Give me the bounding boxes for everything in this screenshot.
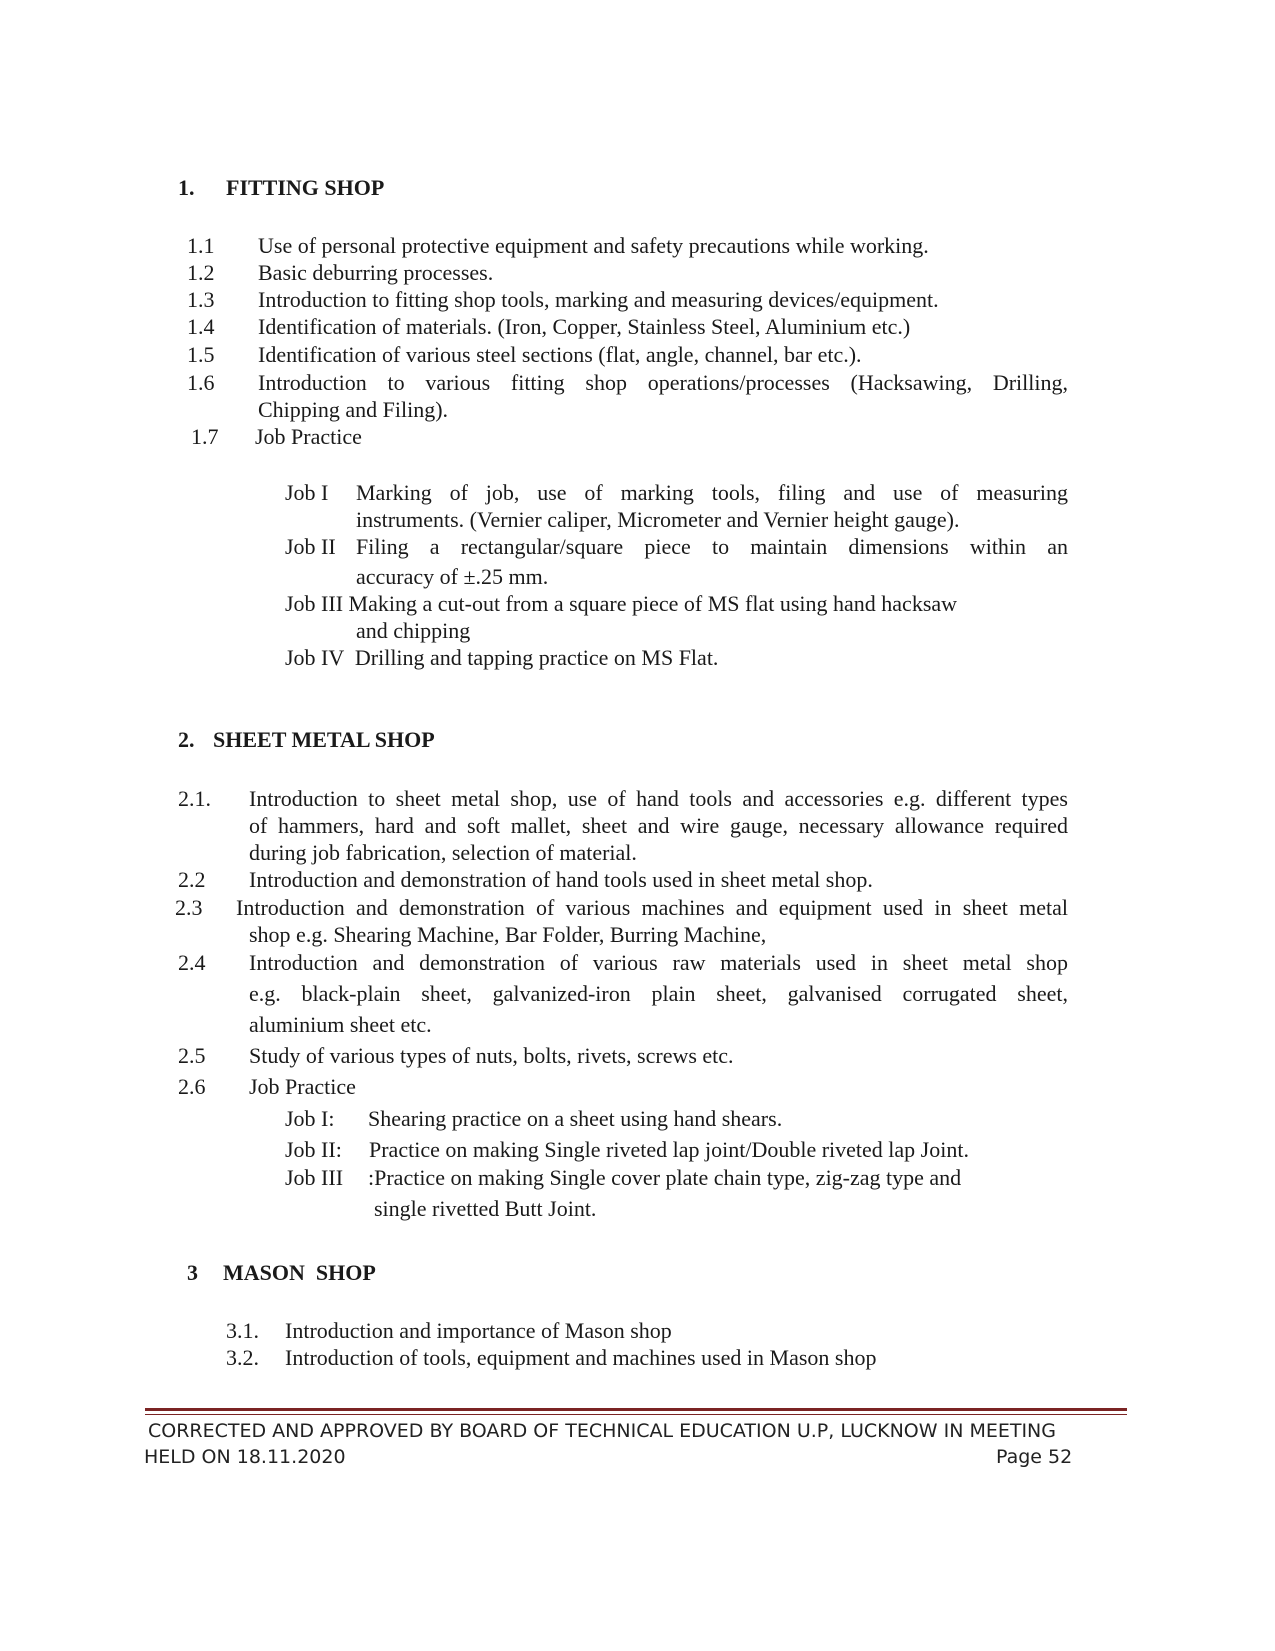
item-1-6-text-line2: Chipping and Filing). [258,397,449,422]
item-1-3-text: Introduction to fitting shop tools, marking and measuring devices/equipment. [258,287,939,312]
sheet-job-3-label: Job III [285,1165,344,1190]
item-1-2-text: Basic deburring processes. [258,260,494,285]
item-1-7-number: 1.7 [191,424,219,449]
item-2-4-text-line1: Introduction and demonstration of various raw materials used in sheet metal shop [249,950,1068,975]
section-3-number: 3 [187,1260,198,1285]
job-2-text-line2: accuracy of ±.25 mm. [356,564,549,589]
item-2-5-text: Study of various types of nuts, bolts, rivets, screws etc. [249,1043,734,1068]
item-3-1-number: 3.1. [226,1318,259,1343]
item-1-3-number: 1.3 [187,287,215,312]
item-1-1-number: 1.1 [187,233,215,258]
sheet-job-2-label: Job II: [285,1137,342,1162]
job-1-text-line1: Marking of job, use of marking tools, filing and use of measuring [356,480,1068,505]
item-2-3-text-line2: shop e.g. Shearing Machine, Bar Folder, Burring Machine, [249,922,767,947]
item-3-2-text: Introduction of tools, equipment and machines used in Mason shop [285,1345,877,1370]
section-2-number: 2. [178,727,195,752]
item-1-5-number: 1.5 [187,342,215,367]
section-1-heading: FITTING SHOP [226,175,385,200]
item-1-5-text: Identification of various steel sections (flat, angle, channel, bar etc.). [258,342,862,367]
sheet-job-1-text: Shearing practice on a sheet using hand shears. [368,1106,783,1131]
job-3-text-line2: and chipping [356,618,471,643]
item-1-6-text-line1: Introduction to various fitting shop operations/processes (Hacksawing, Drilling, [258,370,1068,395]
item-1-6-number: 1.6 [187,370,215,395]
item-2-6-number: 2.6 [178,1074,206,1099]
section-1-number: 1. [178,175,195,200]
item-2-4-text-line3: aluminium sheet etc. [249,1012,432,1037]
sheet-job-1-label: Job I: [285,1106,335,1131]
item-2-1-text-line2: of hammers, hard and soft mallet, sheet and wire gauge, necessary allowance required [249,813,1068,838]
item-2-2-number: 2.2 [178,867,206,892]
item-3-1-text: Introduction and importance of Mason shop [285,1318,672,1343]
section-2-heading: SHEET METAL SHOP [213,727,435,752]
job-4-text: Job IV Drilling and tapping practice on MS Flat. [285,645,719,670]
job-2-text-line1: Filing a rectangular/square piece to maintain dimensions within an [356,534,1068,559]
item-2-6-text: Job Practice [249,1074,356,1099]
footer-rule-thin [145,1414,1127,1415]
item-2-1-number: 2.1. [178,786,211,811]
item-3-2-number: 3.2. [226,1345,259,1370]
job-1-label: Job I [285,480,329,505]
item-2-5-number: 2.5 [178,1043,206,1068]
item-2-4-number: 2.4 [178,950,206,975]
job-2-label: Job II [285,534,336,559]
sheet-job-3-text-line2: single rivetted Butt Joint. [374,1196,597,1221]
footer-date-line: HELD ON 18.11.2020 [144,1446,346,1468]
item-1-7-text: Job Practice [255,424,362,449]
item-2-3-text-line1: Introduction and demonstration of various machines and equipment used in sheet metal [236,895,1068,920]
footer-approval-line: CORRECTED AND APPROVED BY BOARD OF TECHNICAL EDUCATION U.P, LUCKNOW IN MEETING [148,1420,1056,1442]
footer-rule-thick [145,1408,1127,1411]
item-1-4-text: Identification of materials. (Iron, Copper, Stainless Steel, Aluminium etc.) [258,314,911,339]
item-1-1-text: Use of personal protective equipment and safety precautions while working. [258,233,929,258]
item-2-1-text-line1: Introduction to sheet metal shop, use of hand tools and accessories e.g. different types [249,786,1068,811]
item-1-2-number: 1.2 [187,260,215,285]
item-2-2-text: Introduction and demonstration of hand tools used in sheet metal shop. [249,867,873,892]
sheet-job-3-text-line1: :Practice on making Single cover plate chain type, zig-zag type and [368,1165,962,1190]
sheet-job-2-text: Practice on making Single riveted lap joint/Double riveted lap Joint. [369,1137,969,1162]
job-3-text-line1: Job III Making a cut-out from a square piece of MS flat using hand hacksaw [285,591,958,616]
item-1-4-number: 1.4 [187,314,215,339]
job-1-text-line2: instruments. (Vernier caliper, Micrometer and Vernier height gauge). [356,507,960,532]
page-number: Page 52 [996,1446,1073,1468]
section-3-heading: MASON SHOP [223,1260,376,1285]
item-2-1-text-line3: during job fabrication, selection of material. [249,840,637,865]
item-2-3-number: 2.3 [175,895,203,920]
item-2-4-text-line2: e.g. black-plain sheet, galvanized-iron plain sheet, galvanised corrugated sheet, [249,981,1068,1006]
